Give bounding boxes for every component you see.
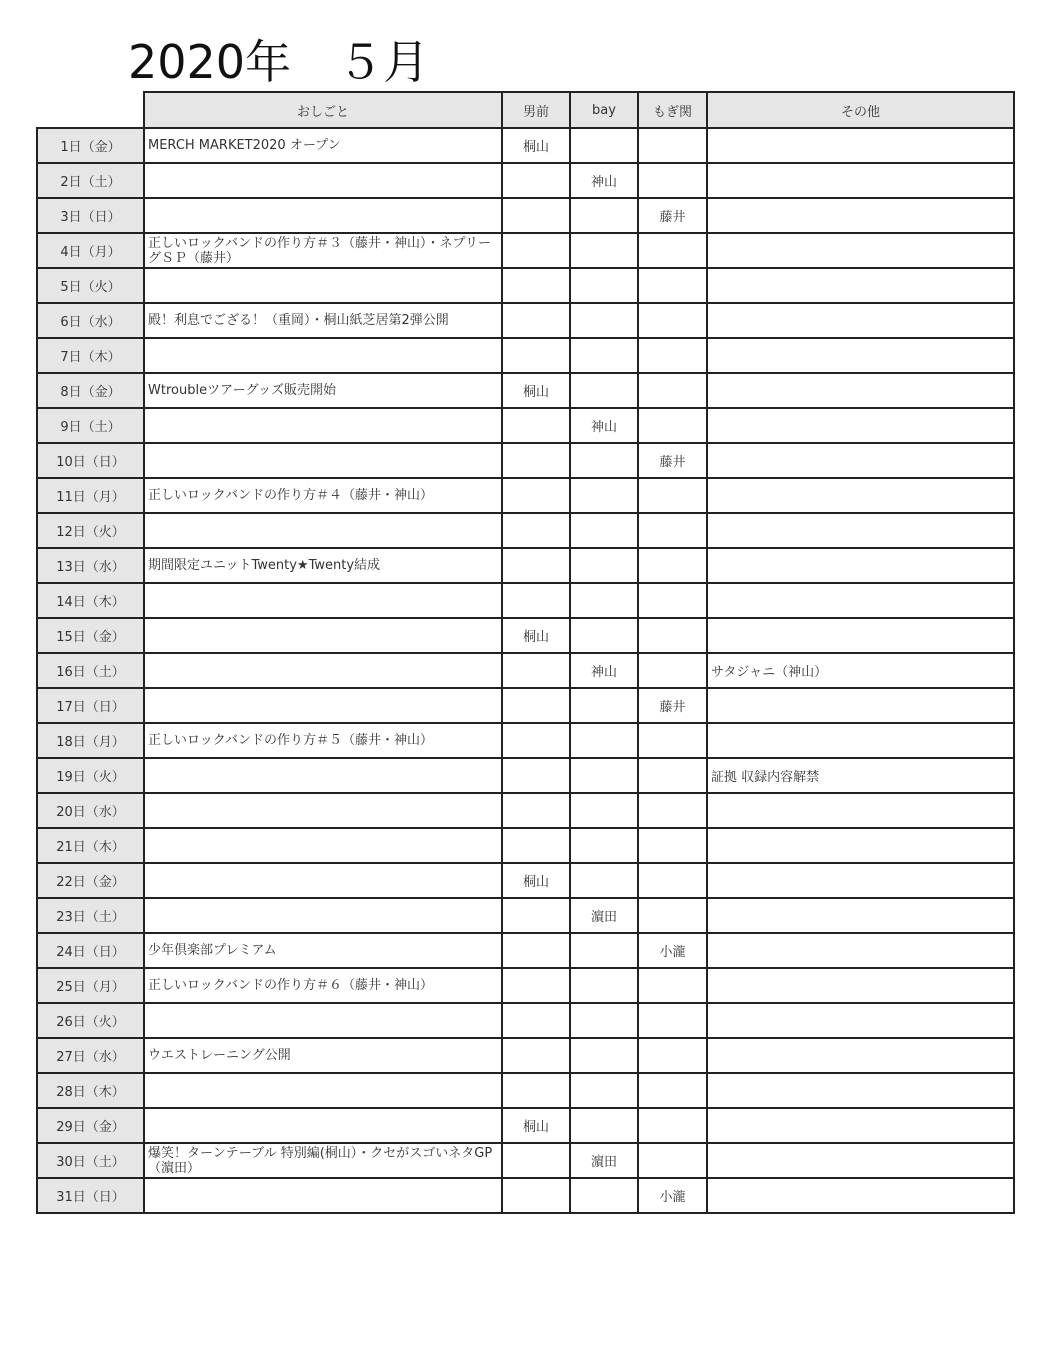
date-cell: 18日（月） bbox=[37, 723, 144, 758]
bay-cell bbox=[570, 233, 638, 268]
work-cell bbox=[144, 828, 502, 863]
work-cell: 正しいロックバンドの作り方＃６（藤井・神山） bbox=[144, 968, 502, 1003]
otokomae-cell bbox=[502, 1143, 570, 1178]
work-cell: 殿！利息でござる！（重岡）・桐山紙芝居第2弾公開 bbox=[144, 303, 502, 338]
table-row bbox=[37, 1038, 1014, 1073]
table-row bbox=[37, 198, 1014, 233]
date-cell: 17日（日） bbox=[37, 688, 144, 723]
otokomae-cell bbox=[502, 338, 570, 373]
date-cell: 25日（月） bbox=[37, 968, 144, 1003]
mogi-cell bbox=[638, 653, 707, 688]
work-cell: 爆笑！ターンテーブル 特別編(桐山）・クセがスゴいネタGP（濵田） bbox=[144, 1143, 502, 1178]
schedule-body bbox=[37, 128, 1014, 1213]
work-cell bbox=[144, 793, 502, 828]
mogi-cell bbox=[638, 583, 707, 618]
other-cell bbox=[707, 1178, 1014, 1213]
mogi-cell bbox=[638, 618, 707, 653]
table-row bbox=[37, 268, 1014, 303]
mogi-cell: 小瀧 bbox=[638, 933, 707, 968]
table-row bbox=[37, 233, 1014, 268]
mogi-cell bbox=[638, 338, 707, 373]
otokomae-cell bbox=[502, 408, 570, 443]
bay-cell bbox=[570, 1038, 638, 1073]
other-cell bbox=[707, 233, 1014, 268]
other-cell bbox=[707, 548, 1014, 583]
otokomae-cell: 桐山 bbox=[502, 1108, 570, 1143]
bay-cell bbox=[570, 968, 638, 1003]
other-cell bbox=[707, 513, 1014, 548]
date-cell: 20日（水） bbox=[37, 793, 144, 828]
mogi-cell bbox=[638, 968, 707, 1003]
date-cell: 10日（日） bbox=[37, 443, 144, 478]
other-cell: 証拠 収録内容解禁 bbox=[707, 758, 1014, 793]
otokomae-cell bbox=[502, 1003, 570, 1038]
table-row bbox=[37, 1073, 1014, 1108]
work-cell bbox=[144, 1073, 502, 1108]
table-row bbox=[37, 723, 1014, 758]
date-cell: 21日（木） bbox=[37, 828, 144, 863]
other-cell bbox=[707, 863, 1014, 898]
date-cell: 8日（金） bbox=[37, 373, 144, 408]
bay-cell: 濵田 bbox=[570, 1143, 638, 1178]
mogi-cell bbox=[638, 1038, 707, 1073]
otokomae-cell bbox=[502, 513, 570, 548]
mogi-cell bbox=[638, 268, 707, 303]
bay-cell bbox=[570, 618, 638, 653]
other-cell bbox=[707, 373, 1014, 408]
bay-cell bbox=[570, 583, 638, 618]
mogi-cell: 小瀧 bbox=[638, 1178, 707, 1213]
mogi-cell bbox=[638, 163, 707, 198]
otokomae-cell bbox=[502, 688, 570, 723]
bay-cell bbox=[570, 303, 638, 338]
work-cell bbox=[144, 898, 502, 933]
bay-cell bbox=[570, 863, 638, 898]
work-cell: 正しいロックバンドの作り方＃４（藤井・神山） bbox=[144, 478, 502, 513]
date-cell: 13日（水） bbox=[37, 548, 144, 583]
bay-cell bbox=[570, 1073, 638, 1108]
otokomae-cell bbox=[502, 548, 570, 583]
mogi-cell bbox=[638, 373, 707, 408]
bay-cell: 神山 bbox=[570, 408, 638, 443]
mogi-cell bbox=[638, 1143, 707, 1178]
table-row bbox=[37, 758, 1014, 793]
otokomae-cell bbox=[502, 1073, 570, 1108]
mogi-cell: 藤井 bbox=[638, 198, 707, 233]
bay-cell bbox=[570, 373, 638, 408]
table-row bbox=[37, 128, 1014, 163]
mogi-cell bbox=[638, 828, 707, 863]
table-row bbox=[37, 968, 1014, 1003]
date-cell: 9日（土） bbox=[37, 408, 144, 443]
otokomae-cell: 桐山 bbox=[502, 128, 570, 163]
other-cell bbox=[707, 793, 1014, 828]
other-cell bbox=[707, 723, 1014, 758]
page-title: 2020年 ５月 bbox=[128, 35, 430, 89]
table-row bbox=[37, 583, 1014, 618]
otokomae-cell bbox=[502, 653, 570, 688]
date-cell: 1日（金） bbox=[37, 128, 144, 163]
date-cell: 7日（木） bbox=[37, 338, 144, 373]
header-row bbox=[37, 92, 1014, 128]
work-cell bbox=[144, 513, 502, 548]
work-cell bbox=[144, 443, 502, 478]
other-cell bbox=[707, 408, 1014, 443]
otokomae-cell bbox=[502, 898, 570, 933]
other-cell bbox=[707, 268, 1014, 303]
otokomae-cell bbox=[502, 828, 570, 863]
other-cell bbox=[707, 338, 1014, 373]
header-corner bbox=[37, 92, 144, 128]
date-cell: 6日（水） bbox=[37, 303, 144, 338]
date-cell: 12日（火） bbox=[37, 513, 144, 548]
table-row bbox=[37, 163, 1014, 198]
work-cell bbox=[144, 653, 502, 688]
date-cell: 16日（土） bbox=[37, 653, 144, 688]
otokomae-cell bbox=[502, 163, 570, 198]
otokomae-cell bbox=[502, 198, 570, 233]
bay-cell bbox=[570, 933, 638, 968]
mogi-cell bbox=[638, 863, 707, 898]
otokomae-cell bbox=[502, 933, 570, 968]
date-cell: 31日（日） bbox=[37, 1178, 144, 1213]
bay-cell bbox=[570, 1003, 638, 1038]
otokomae-cell: 桐山 bbox=[502, 618, 570, 653]
table-row bbox=[37, 408, 1014, 443]
work-cell bbox=[144, 618, 502, 653]
other-cell bbox=[707, 128, 1014, 163]
date-cell: 28日（木） bbox=[37, 1073, 144, 1108]
work-cell: 正しいロックバンドの作り方＃５（藤井・神山） bbox=[144, 723, 502, 758]
otokomae-cell: 桐山 bbox=[502, 373, 570, 408]
table-row bbox=[37, 373, 1014, 408]
otokomae-cell bbox=[502, 758, 570, 793]
bay-cell bbox=[570, 1108, 638, 1143]
bay-cell bbox=[570, 548, 638, 583]
work-cell: MERCH MARKET2020 オープン bbox=[144, 128, 502, 163]
otokomae-cell bbox=[502, 478, 570, 513]
other-cell bbox=[707, 933, 1014, 968]
date-cell: 23日（土） bbox=[37, 898, 144, 933]
otokomae-cell bbox=[502, 443, 570, 478]
date-cell: 27日（水） bbox=[37, 1038, 144, 1073]
mogi-cell bbox=[638, 303, 707, 338]
work-cell: 期間限定ユニットTwenty★Twenty結成 bbox=[144, 548, 502, 583]
work-cell bbox=[144, 408, 502, 443]
work-cell bbox=[144, 268, 502, 303]
other-cell bbox=[707, 303, 1014, 338]
otokomae-cell bbox=[502, 968, 570, 1003]
table-row bbox=[37, 1003, 1014, 1038]
date-cell: 2日（土） bbox=[37, 163, 144, 198]
work-cell: 正しいロックバンドの作り方＃３（藤井・神山）・ネプリーグＳＰ（藤井） bbox=[144, 233, 502, 268]
other-cell bbox=[707, 1003, 1014, 1038]
date-cell: 5日（火） bbox=[37, 268, 144, 303]
work-cell: ウエストレーニング公開 bbox=[144, 1038, 502, 1073]
other-cell bbox=[707, 828, 1014, 863]
date-cell: 24日（日） bbox=[37, 933, 144, 968]
work-cell: Wtroubleツアーグッズ販売開始 bbox=[144, 373, 502, 408]
mogi-cell bbox=[638, 128, 707, 163]
table-row bbox=[37, 653, 1014, 688]
work-cell bbox=[144, 1003, 502, 1038]
mogi-cell bbox=[638, 1073, 707, 1108]
work-cell bbox=[144, 1178, 502, 1213]
work-cell bbox=[144, 688, 502, 723]
other-cell bbox=[707, 443, 1014, 478]
work-cell bbox=[144, 863, 502, 898]
mogi-cell bbox=[638, 1003, 707, 1038]
bay-cell bbox=[570, 478, 638, 513]
date-cell: 30日（土） bbox=[37, 1143, 144, 1178]
otokomae-cell bbox=[502, 1038, 570, 1073]
work-cell bbox=[144, 198, 502, 233]
table-row bbox=[37, 548, 1014, 583]
bay-cell bbox=[570, 198, 638, 233]
table-row bbox=[37, 933, 1014, 968]
otokomae-cell bbox=[502, 583, 570, 618]
bay-cell bbox=[570, 723, 638, 758]
bay-cell bbox=[570, 128, 638, 163]
bay-cell bbox=[570, 828, 638, 863]
mogi-cell bbox=[638, 478, 707, 513]
other-cell bbox=[707, 198, 1014, 233]
table-row bbox=[37, 898, 1014, 933]
table-row bbox=[37, 828, 1014, 863]
other-cell bbox=[707, 968, 1014, 1003]
work-cell bbox=[144, 758, 502, 793]
work-cell: 少年倶楽部プレミアム bbox=[144, 933, 502, 968]
other-cell bbox=[707, 898, 1014, 933]
date-cell: 14日（木） bbox=[37, 583, 144, 618]
otokomae-cell bbox=[502, 268, 570, 303]
mogi-cell bbox=[638, 548, 707, 583]
date-cell: 29日（金） bbox=[37, 1108, 144, 1143]
header-work: おしごと bbox=[144, 92, 502, 128]
work-cell bbox=[144, 338, 502, 373]
date-cell: 3日（日） bbox=[37, 198, 144, 233]
table-row bbox=[37, 513, 1014, 548]
mogi-cell: 藤井 bbox=[638, 443, 707, 478]
mogi-cell bbox=[638, 793, 707, 828]
date-cell: 19日（火） bbox=[37, 758, 144, 793]
otokomae-cell bbox=[502, 723, 570, 758]
bay-cell: 濵田 bbox=[570, 898, 638, 933]
bay-cell bbox=[570, 793, 638, 828]
bay-cell: 神山 bbox=[570, 163, 638, 198]
mogi-cell bbox=[638, 233, 707, 268]
table-row bbox=[37, 1178, 1014, 1213]
table-row bbox=[37, 1108, 1014, 1143]
table-row bbox=[37, 1143, 1014, 1178]
mogi-cell bbox=[638, 758, 707, 793]
header-bay: bay bbox=[570, 92, 638, 128]
work-cell bbox=[144, 1108, 502, 1143]
date-cell: 4日（月） bbox=[37, 233, 144, 268]
bay-cell bbox=[570, 443, 638, 478]
bay-cell bbox=[570, 338, 638, 373]
table-row bbox=[37, 688, 1014, 723]
bay-cell bbox=[570, 758, 638, 793]
otokomae-cell: 桐山 bbox=[502, 863, 570, 898]
other-cell bbox=[707, 618, 1014, 653]
other-cell bbox=[707, 478, 1014, 513]
otokomae-cell bbox=[502, 303, 570, 338]
date-cell: 15日（金） bbox=[37, 618, 144, 653]
bay-cell bbox=[570, 268, 638, 303]
other-cell bbox=[707, 688, 1014, 723]
otokomae-cell bbox=[502, 233, 570, 268]
other-cell bbox=[707, 1073, 1014, 1108]
other-cell bbox=[707, 1038, 1014, 1073]
other-cell bbox=[707, 163, 1014, 198]
table-row bbox=[37, 478, 1014, 513]
date-cell: 26日（火） bbox=[37, 1003, 144, 1038]
other-cell bbox=[707, 583, 1014, 618]
header-otokomae: 男前 bbox=[502, 92, 570, 128]
table-row bbox=[37, 303, 1014, 338]
date-cell: 11日（月） bbox=[37, 478, 144, 513]
mogi-cell: 藤井 bbox=[638, 688, 707, 723]
table-row bbox=[37, 793, 1014, 828]
date-cell: 22日（金） bbox=[37, 863, 144, 898]
table-row bbox=[37, 863, 1014, 898]
mogi-cell bbox=[638, 898, 707, 933]
other-cell bbox=[707, 1108, 1014, 1143]
header-mogi: もぎ関 bbox=[638, 92, 707, 128]
bay-cell: 神山 bbox=[570, 653, 638, 688]
table-row bbox=[37, 618, 1014, 653]
table-row bbox=[37, 338, 1014, 373]
other-cell bbox=[707, 1143, 1014, 1178]
schedule-table bbox=[36, 91, 1015, 1214]
mogi-cell bbox=[638, 513, 707, 548]
mogi-cell bbox=[638, 1108, 707, 1143]
bay-cell bbox=[570, 688, 638, 723]
otokomae-cell bbox=[502, 793, 570, 828]
otokomae-cell bbox=[502, 1178, 570, 1213]
table-row bbox=[37, 443, 1014, 478]
other-cell: サタジャニ（神山） bbox=[707, 653, 1014, 688]
bay-cell bbox=[570, 513, 638, 548]
bay-cell bbox=[570, 1178, 638, 1213]
mogi-cell bbox=[638, 408, 707, 443]
header-other: その他 bbox=[707, 92, 1014, 128]
work-cell bbox=[144, 163, 502, 198]
work-cell bbox=[144, 583, 502, 618]
mogi-cell bbox=[638, 723, 707, 758]
